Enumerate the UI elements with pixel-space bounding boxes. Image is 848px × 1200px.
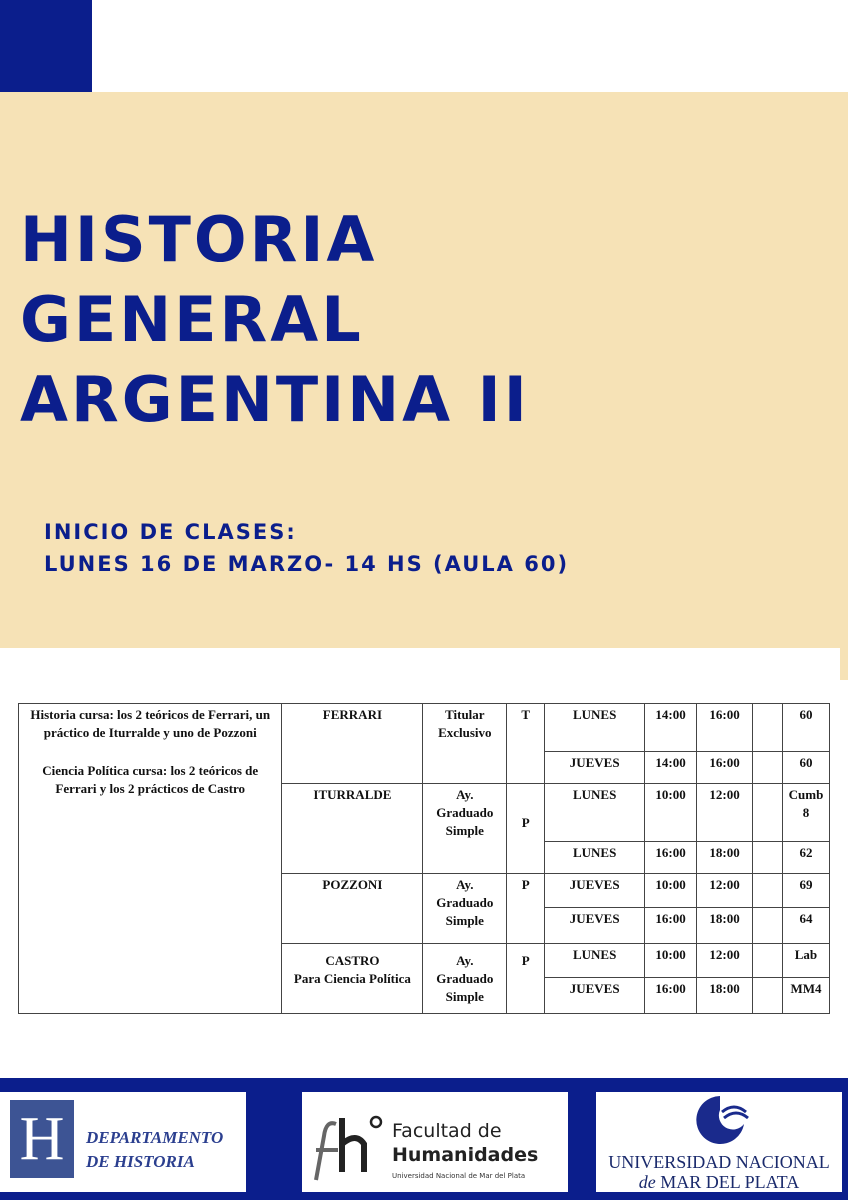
slot-start: 14:00 [645,752,697,784]
professor-cell [282,944,423,1014]
banner-strip [0,640,840,648]
subtitle-line-1: INICIO DE CLASES: [44,520,297,544]
class-type: T [507,704,545,784]
slot-extra [753,874,783,908]
corner-block [0,0,92,92]
slot-room: 69 [782,874,829,908]
slot-room: 64 [782,908,829,944]
slot-extra [753,752,783,784]
slot-extra [753,978,783,1014]
class-type: P [507,784,545,874]
wave-logo-icon [688,1094,752,1146]
faculty-line-3: Universidad Nacional de Mar del Plata [392,1172,526,1180]
slot-end: 18:00 [697,908,753,944]
class-type: P [507,874,545,944]
slot-day: LUNES [545,704,645,752]
slot-start: 16:00 [645,908,697,944]
banner-strip-edge [840,640,848,680]
professor-role: Titular Exclusivo [423,704,507,784]
slot-end: 18:00 [697,842,753,874]
slot-end: 16:00 [697,752,753,784]
faculty-line-2: Humanidades [392,1144,539,1166]
university-line-2-rest: MAR DEL PLATA [660,1172,800,1192]
department-line-1: DEPARTAMENTO [86,1128,224,1147]
slot-room: 60 [782,752,829,784]
slot-day: LUNES [545,944,645,978]
slot-extra [753,908,783,944]
slot-extra [753,842,783,874]
history-h-logo-icon: H [10,1100,74,1178]
professor-role: Ay. Graduado Simple [423,874,507,944]
slot-room: 62 [782,842,829,874]
slot-day: JUEVES [545,874,645,908]
university-logo [596,1092,842,1192]
department-line-2: DE HISTORIA [86,1152,195,1171]
slot-start: 10:00 [645,874,697,908]
slot-end: 12:00 [697,784,753,842]
slot-day: LUNES [545,842,645,874]
title-line-3: ARGENTINA II [20,363,530,436]
professor-name: FERRARI [282,704,423,784]
slot-day: JUEVES [545,752,645,784]
slot-extra [753,704,783,752]
slot-day: LUNES [545,784,645,842]
professor-name: ITURRALDE [282,784,423,874]
schedule-table [18,703,830,1014]
slot-room: 60 [782,704,829,752]
slot-end: 12:00 [697,874,753,908]
university-line-2-de: de [638,1172,656,1192]
department-logo [0,1092,246,1192]
professor-role: Ay. Graduado Simple [423,784,507,874]
slot-extra [753,784,783,842]
slot-extra [753,944,783,978]
slot-day: JUEVES [545,978,645,1014]
note-historia: Historia cursa: los 2 teóricos de Ferrari, un práctico de Iturralde y uno de Pozzoni [30,707,271,740]
department-name [86,1126,223,1174]
class-start-info [44,516,569,580]
university-line-1: UNIVERSIDAD NACIONAL [608,1152,830,1172]
slot-start: 14:00 [645,704,697,752]
subtitle-line-2: LUNES 16 DE MARZO- 14 HS (AULA 60) [44,552,570,576]
slot-start: 10:00 [645,944,697,978]
professor-note: Para Ciencia Política [293,971,411,986]
slot-room: MM4 [782,978,829,1014]
slot-room: Lab [782,944,829,978]
slot-start: 16:00 [645,842,697,874]
professor-name: POZZONI [282,874,423,944]
class-type: P [507,944,545,1014]
slot-start: 16:00 [645,978,697,1014]
slot-day: JUEVES [545,908,645,944]
university-line-2 [596,1172,842,1193]
page-title [20,200,530,440]
slot-room: Cumb 8 [782,784,829,842]
note-ciencia-politica: Ciencia Política cursa: los 2 teóricos de Ferrari y los 2 prácticos de Castro [42,763,259,796]
faculty-logo [302,1092,568,1192]
faculty-fh-logo-icon [312,1114,384,1184]
slot-start: 10:00 [645,784,697,842]
title-line-2: GENERAL [20,283,364,356]
title-line-1: HISTORIA [20,203,378,276]
slot-end: 12:00 [697,944,753,978]
table-row [19,704,830,752]
slot-end: 18:00 [697,978,753,1014]
slot-end: 16:00 [697,704,753,752]
professor-role: Ay. Graduado Simple [423,944,507,1014]
faculty-line-1: Facultad de [392,1120,502,1142]
professor-name: CASTRO [325,953,380,968]
course-notes [19,704,282,1014]
